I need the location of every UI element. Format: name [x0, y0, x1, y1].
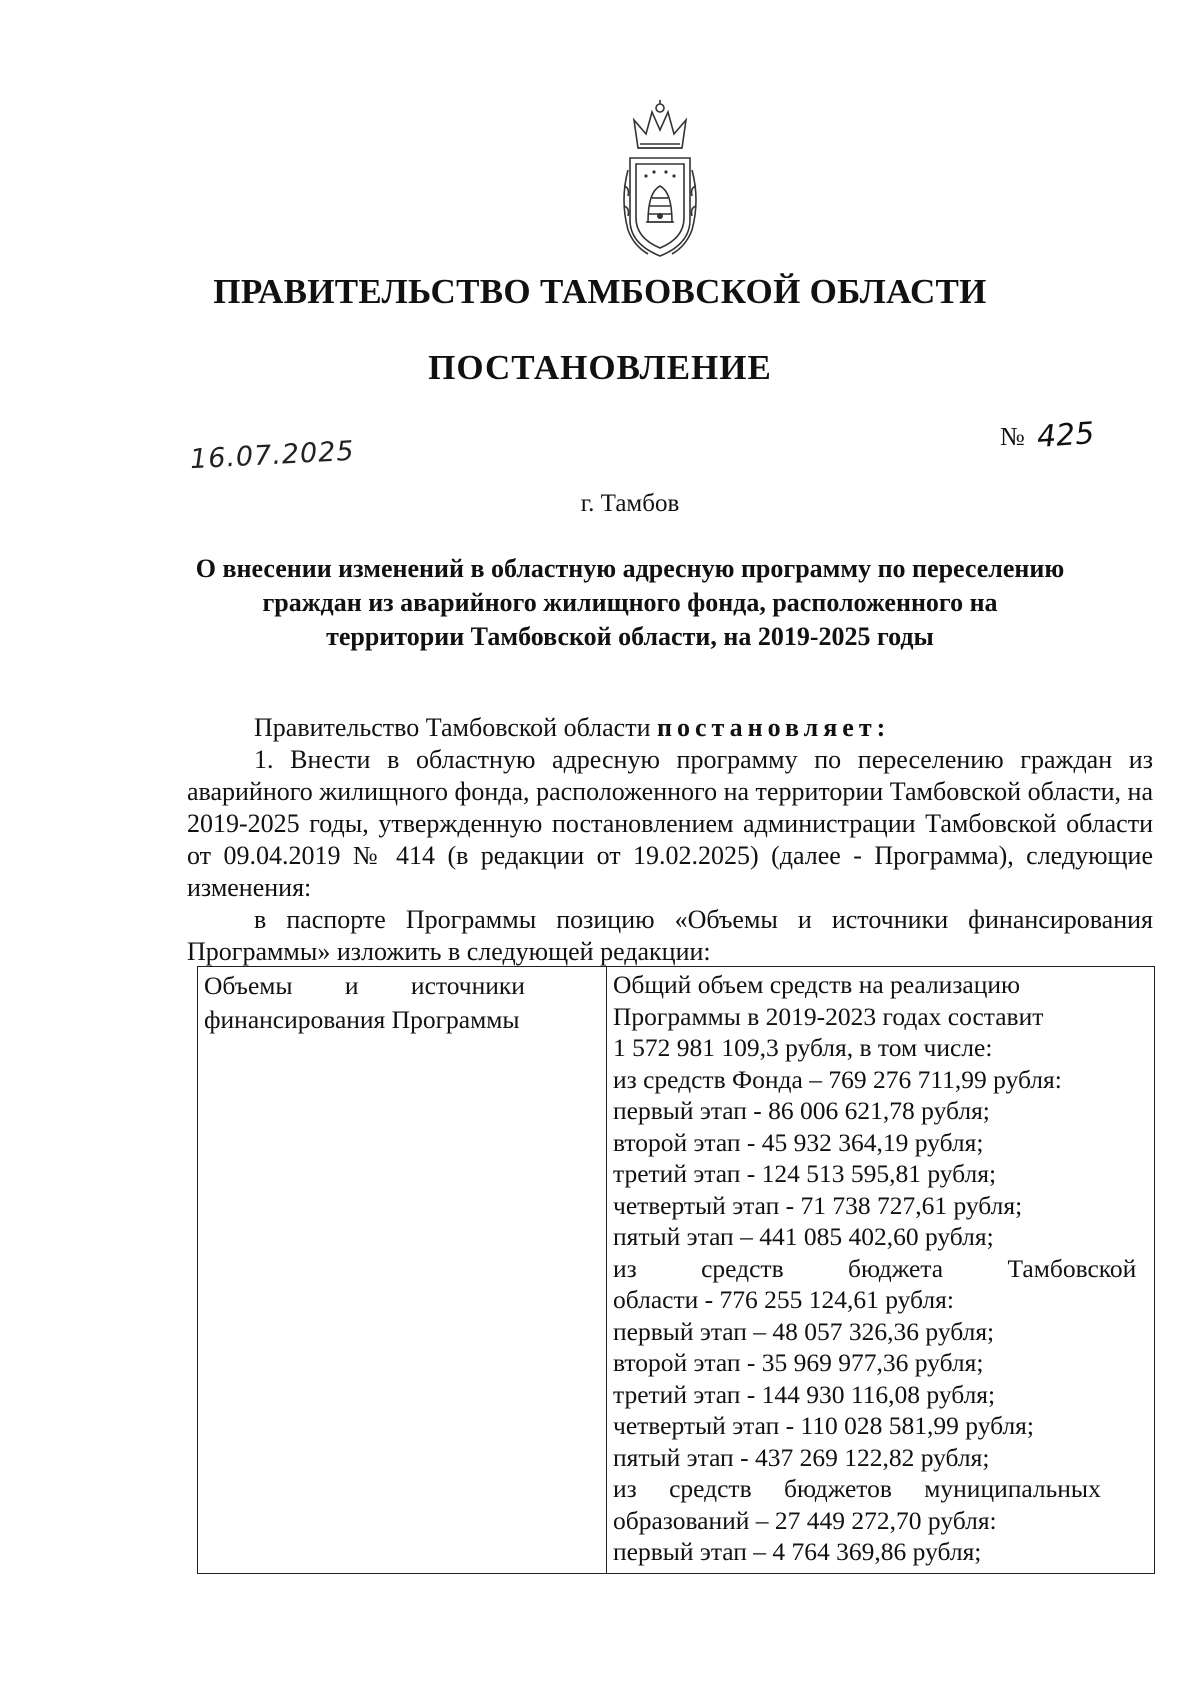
value-line: из средств Фонда – 769 276 711,99 рубля:: [613, 1064, 1062, 1094]
table-value-cell: [607, 967, 1155, 1574]
tambov-coat-of-arms-icon: [618, 100, 702, 260]
document-date: 16.07.2025: [189, 435, 356, 476]
table-row: [198, 967, 1155, 1574]
value-line: образований – 27 449 272,70 рубля:: [613, 1505, 997, 1535]
value-line: третий этап - 144 930 116,08 рубля;: [613, 1379, 996, 1409]
value-line: второй этап - 45 932 364,19 рубля;: [613, 1127, 984, 1157]
value-line: пятый этап – 441 085 402,60 рубля;: [613, 1222, 994, 1251]
heading-line: граждан из аварийного жилищного фонда, расположенного на: [262, 588, 998, 617]
document-heading: [170, 552, 1090, 654]
table-label-cell: [198, 967, 607, 1574]
value-line: третий этап - 124 513 595,81 рубля;: [613, 1159, 997, 1188]
value-line: четвертый этап - 110 028 581,99 рубля;: [613, 1411, 1034, 1440]
value-line: 1 572 981 109,3 рубля, в том числе:: [613, 1033, 993, 1062]
financing-table: [197, 966, 1155, 1574]
city-name: г. Тамбов: [580, 490, 680, 517]
heading-line: О внесении изменений в областную адресную программу по переселению: [195, 554, 1065, 583]
document-type: ПОСТАНОВЛЕНИЕ: [428, 348, 772, 387]
number-prefix: №: [1000, 422, 1025, 451]
value-line: Общий объем средств на реализацию: [613, 970, 1021, 999]
organization-title: ПРАВИТЕЛЬСТВО ТАМБОВСКОЙ ОБЛАСТИ: [213, 272, 987, 311]
value-line: первый этап – 4 764 369,86 рубля;: [613, 1537, 982, 1566]
value-line: из средств бюджетов муниципальных: [613, 1474, 1101, 1503]
intro-subject: Правительство Тамбовской области: [254, 713, 651, 742]
value-line: пятый этап - 437 269 122,82 рубля;: [613, 1442, 990, 1472]
document-body: [187, 712, 1153, 968]
document-number: 425: [1036, 416, 1096, 455]
label-line: финансирования Программы: [204, 1005, 520, 1034]
item-1-paragraph: 1. Внести в областную адресную программу по переселению граждан из аварийного жилищного фонда, расположенного на территории Тамбовской области, на 2019-2025 годы, утвержденную постановлением администрации Тамбовской области от 09.04.2019 № 414 (в редакции от 19.02.2025) (далее - Программа), следующие изменения:: [187, 745, 1153, 902]
intro-verb: постановляет:: [657, 713, 891, 742]
value-line: области - 776 255 124,61 рубля:: [613, 1285, 954, 1314]
item-1-sub-paragraph: в паспорте Программы позицию «Объемы и источники финансирования Программы» изложить в следующей редакции:: [187, 905, 1153, 966]
value-line: первый этап – 48 057 326,36 рубля;: [613, 1316, 995, 1346]
value-line: второй этап - 35 969 977,36 рубля;: [613, 1348, 984, 1377]
value-line: из средств бюджета Тамбовской: [613, 1253, 1137, 1283]
document-number-block: [1000, 418, 1095, 453]
heading-line: территории Тамбовской области, на 2019-2025 годы: [326, 622, 934, 651]
intro-paragraph: [187, 712, 1153, 744]
value-line: Программы в 2019-2023 годах составит: [613, 1001, 1044, 1031]
label-line: [204, 969, 600, 1003]
value-line: четвертый этап - 71 738 727,61 рубля;: [613, 1190, 1023, 1220]
value-line: первый этап - 86 006 621,78 рубля;: [613, 1096, 990, 1125]
label-line-text: Объемы и источники: [204, 971, 525, 1000]
